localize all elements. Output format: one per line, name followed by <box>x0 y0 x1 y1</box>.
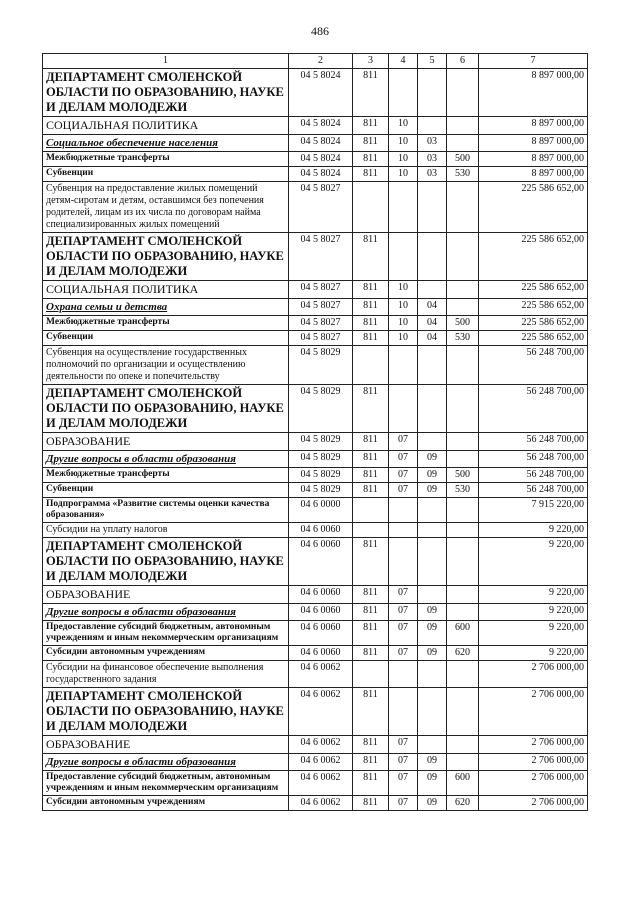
target-code: 04 5 8029 <box>289 346 353 385</box>
table-row <box>43 483 588 498</box>
amount: 9 220,00 <box>479 523 588 538</box>
amount: 8 897 000,00 <box>479 117 588 135</box>
subsection-code <box>418 233 447 281</box>
amount: 56 248 700,00 <box>479 468 588 483</box>
expense-type-code: 620 <box>447 646 479 661</box>
section-code: 07 <box>389 754 418 771</box>
section-code <box>389 688 418 736</box>
subsection-code: 04 <box>418 331 447 346</box>
subsection-code <box>418 523 447 538</box>
table-row <box>43 586 588 604</box>
section-code <box>389 182 418 233</box>
target-code: 04 6 0000 <box>289 498 353 523</box>
section-code <box>389 346 418 385</box>
amount: 8 897 000,00 <box>479 167 588 182</box>
expense-type-code <box>447 299 479 316</box>
expense-type-code <box>447 498 479 523</box>
section-code: 07 <box>389 736 418 754</box>
section-code: 10 <box>389 135 418 152</box>
target-code: 04 5 8027 <box>289 331 353 346</box>
ministry-code: 811 <box>353 604 389 621</box>
subsection-code <box>418 117 447 135</box>
target-code: 04 5 8024 <box>289 69 353 117</box>
row-name: ОБРАЗОВАНИЕ <box>43 433 289 451</box>
expense-type-code <box>447 346 479 385</box>
row-name: Субсидии автономным учреждениям <box>43 646 289 661</box>
subsection-code <box>418 433 447 451</box>
table-row <box>43 135 588 152</box>
subsection-code <box>418 736 447 754</box>
table-row <box>43 796 588 811</box>
row-name: Другие вопросы в области образования <box>43 754 289 771</box>
subsection-code: 09 <box>418 483 447 498</box>
column-header: 6 <box>447 54 479 69</box>
ministry-code: 811 <box>353 586 389 604</box>
subsection-code: 09 <box>418 451 447 468</box>
subsection-code: 03 <box>418 152 447 167</box>
target-code: 04 5 8027 <box>289 299 353 316</box>
target-code: 04 6 0060 <box>289 538 353 586</box>
row-name: Межбюджетные трансферты <box>43 316 289 331</box>
section-code <box>389 661 418 688</box>
column-header: 3 <box>353 54 389 69</box>
section-code: 07 <box>389 604 418 621</box>
section-code <box>389 498 418 523</box>
row-name: Предоставление субсидий бюджетным, автономным учреждениям и иным некоммерческим организациям <box>43 621 289 646</box>
expense-type-code <box>447 182 479 233</box>
section-code: 07 <box>389 621 418 646</box>
ministry-code: 811 <box>353 621 389 646</box>
row-name: ОБРАЗОВАНИЕ <box>43 736 289 754</box>
row-name: Субвенции <box>43 483 289 498</box>
budget-table <box>42 53 588 811</box>
target-code: 04 5 8024 <box>289 152 353 167</box>
ministry-code: 811 <box>353 483 389 498</box>
table-row <box>43 331 588 346</box>
amount: 2 706 000,00 <box>479 688 588 736</box>
section-code: 10 <box>389 299 418 316</box>
section-code: 07 <box>389 451 418 468</box>
row-name: Субсидии на финансовое обеспечение выполнения государственного задания <box>43 661 289 688</box>
expense-type-code <box>447 523 479 538</box>
subsection-code <box>418 69 447 117</box>
target-code: 04 6 0060 <box>289 621 353 646</box>
row-name: Подпрограмма «Развитие системы оценки качества образования» <box>43 498 289 523</box>
subsection-code: 04 <box>418 316 447 331</box>
expense-type-code: 620 <box>447 796 479 811</box>
amount: 9 220,00 <box>479 586 588 604</box>
amount: 2 706 000,00 <box>479 796 588 811</box>
subsection-code: 04 <box>418 299 447 316</box>
row-name: Субвенция на осуществление государственных полномочий по организации и осуществлению деятельности по опеке и попечительству <box>43 346 289 385</box>
target-code: 04 5 8024 <box>289 117 353 135</box>
table-row <box>43 281 588 299</box>
column-header-row <box>43 54 588 69</box>
target-code: 04 6 0062 <box>289 796 353 811</box>
ministry-code: 811 <box>353 771 389 796</box>
target-code: 04 5 8029 <box>289 385 353 433</box>
amount: 56 248 700,00 <box>479 483 588 498</box>
ministry-code: 811 <box>353 233 389 281</box>
target-code: 04 5 8027 <box>289 281 353 299</box>
target-code: 04 6 0062 <box>289 688 353 736</box>
table-row <box>43 646 588 661</box>
row-name: Субвенции <box>43 167 289 182</box>
amount: 9 220,00 <box>479 604 588 621</box>
section-code <box>389 538 418 586</box>
ministry-code: 811 <box>353 688 389 736</box>
amount: 2 706 000,00 <box>479 661 588 688</box>
target-code: 04 5 8029 <box>289 483 353 498</box>
ministry-code: 811 <box>353 331 389 346</box>
amount: 225 586 652,00 <box>479 316 588 331</box>
ministry-code: 811 <box>353 299 389 316</box>
section-code: 07 <box>389 771 418 796</box>
amount: 8 897 000,00 <box>479 69 588 117</box>
expense-type-code <box>447 135 479 152</box>
section-code: 07 <box>389 483 418 498</box>
expense-type-code <box>447 586 479 604</box>
row-name: ОБРАЗОВАНИЕ <box>43 586 289 604</box>
subsection-code <box>418 661 447 688</box>
expense-type-code: 500 <box>447 152 479 167</box>
row-name: СОЦИАЛЬНАЯ ПОЛИТИКА <box>43 281 289 299</box>
amount: 56 248 700,00 <box>479 346 588 385</box>
section-code: 07 <box>389 468 418 483</box>
table-row <box>43 498 588 523</box>
target-code: 04 5 8027 <box>289 182 353 233</box>
expense-type-code: 530 <box>447 167 479 182</box>
ministry-code <box>353 498 389 523</box>
row-name: Социальное обеспечение населения <box>43 135 289 152</box>
row-name: ДЕПАРТАМЕНТ СМОЛЕНСКОЙ ОБЛАСТИ ПО ОБРАЗОВАНИЮ, НАУКЕ И ДЕЛАМ МОЛОДЕЖИ <box>43 688 289 736</box>
row-name: ДЕПАРТАМЕНТ СМОЛЕНСКОЙ ОБЛАСТИ ПО ОБРАЗОВАНИЮ, НАУКЕ И ДЕЛАМ МОЛОДЕЖИ <box>43 233 289 281</box>
expense-type-code <box>447 661 479 688</box>
ministry-code: 811 <box>353 736 389 754</box>
target-code: 04 6 0062 <box>289 661 353 688</box>
subsection-code <box>418 385 447 433</box>
expense-type-code: 600 <box>447 771 479 796</box>
table-row <box>43 117 588 135</box>
row-name: Субвенции <box>43 331 289 346</box>
budget-table-body <box>43 54 588 811</box>
target-code: 04 6 0062 <box>289 736 353 754</box>
column-header: 5 <box>418 54 447 69</box>
target-code: 04 5 8029 <box>289 451 353 468</box>
target-code: 04 5 8024 <box>289 135 353 152</box>
column-header: 2 <box>289 54 353 69</box>
expense-type-code <box>447 117 479 135</box>
section-code: 10 <box>389 167 418 182</box>
table-row <box>43 152 588 167</box>
expense-type-code: 500 <box>447 316 479 331</box>
table-row <box>43 621 588 646</box>
amount: 2 706 000,00 <box>479 754 588 771</box>
row-name: Другие вопросы в области образования <box>43 604 289 621</box>
ministry-code: 811 <box>353 646 389 661</box>
amount: 7 915 220,00 <box>479 498 588 523</box>
expense-type-code <box>447 233 479 281</box>
amount: 225 586 652,00 <box>479 182 588 233</box>
section-code: 07 <box>389 433 418 451</box>
ministry-code: 811 <box>353 69 389 117</box>
row-name: Субсидии автономным учреждениям <box>43 796 289 811</box>
target-code: 04 6 0062 <box>289 771 353 796</box>
row-name: ДЕПАРТАМЕНТ СМОЛЕНСКОЙ ОБЛАСТИ ПО ОБРАЗОВАНИЮ, НАУКЕ И ДЕЛАМ МОЛОДЕЖИ <box>43 385 289 433</box>
expense-type-code: 530 <box>447 483 479 498</box>
table-row <box>43 736 588 754</box>
row-name: Межбюджетные трансферты <box>43 152 289 167</box>
subsection-code <box>418 346 447 385</box>
subsection-code <box>418 688 447 736</box>
table-row <box>43 604 588 621</box>
expense-type-code <box>447 281 479 299</box>
table-row <box>43 538 588 586</box>
subsection-code <box>418 538 447 586</box>
target-code: 04 5 8029 <box>289 433 353 451</box>
table-row <box>43 433 588 451</box>
target-code: 04 6 0060 <box>289 586 353 604</box>
ministry-code: 811 <box>353 281 389 299</box>
amount: 8 897 000,00 <box>479 135 588 152</box>
expense-type-code <box>447 688 479 736</box>
subsection-code: 09 <box>418 796 447 811</box>
ministry-code <box>353 523 389 538</box>
column-header: 1 <box>43 54 289 69</box>
row-name: Субсидии на уплату налогов <box>43 523 289 538</box>
expense-type-code <box>447 604 479 621</box>
section-code: 10 <box>389 117 418 135</box>
section-code <box>389 69 418 117</box>
table-row <box>43 468 588 483</box>
ministry-code: 811 <box>353 152 389 167</box>
target-code: 04 5 8029 <box>289 468 353 483</box>
ministry-code: 811 <box>353 117 389 135</box>
section-code: 07 <box>389 796 418 811</box>
page-number: 486 <box>311 24 329 38</box>
row-name: Предоставление субсидий бюджетным, автономным учреждениям и иным некоммерческим организациям <box>43 771 289 796</box>
amount: 8 897 000,00 <box>479 152 588 167</box>
ministry-code: 811 <box>353 754 389 771</box>
subsection-code: 09 <box>418 604 447 621</box>
expense-type-code: 530 <box>447 331 479 346</box>
table-row <box>43 69 588 117</box>
section-code: 10 <box>389 316 418 331</box>
ministry-code: 811 <box>353 385 389 433</box>
ministry-code: 811 <box>353 433 389 451</box>
amount: 9 220,00 <box>479 646 588 661</box>
column-header: 7 <box>479 54 588 69</box>
ministry-code: 811 <box>353 796 389 811</box>
expense-type-code <box>447 754 479 771</box>
target-code: 04 5 8027 <box>289 316 353 331</box>
target-code: 04 5 8027 <box>289 233 353 281</box>
subsection-code: 09 <box>418 754 447 771</box>
table-row <box>43 688 588 736</box>
table-row <box>43 316 588 331</box>
subsection-code <box>418 182 447 233</box>
subsection-code: 09 <box>418 621 447 646</box>
row-name: ДЕПАРТАМЕНТ СМОЛЕНСКОЙ ОБЛАСТИ ПО ОБРАЗОВАНИЮ, НАУКЕ И ДЕЛАМ МОЛОДЕЖИ <box>43 538 289 586</box>
expense-type-code <box>447 451 479 468</box>
section-code <box>389 233 418 281</box>
table-row <box>43 771 588 796</box>
section-code <box>389 523 418 538</box>
row-name: Другие вопросы в области образования <box>43 451 289 468</box>
amount: 225 586 652,00 <box>479 233 588 281</box>
row-name: ДЕПАРТАМЕНТ СМОЛЕНСКОЙ ОБЛАСТИ ПО ОБРАЗОВАНИЮ, НАУКЕ И ДЕЛАМ МОЛОДЕЖИ <box>43 69 289 117</box>
row-name: Межбюджетные трансферты <box>43 468 289 483</box>
ministry-code <box>353 182 389 233</box>
target-code: 04 5 8024 <box>289 167 353 182</box>
ministry-code: 811 <box>353 316 389 331</box>
table-row <box>43 385 588 433</box>
table-row <box>43 299 588 316</box>
amount: 2 706 000,00 <box>479 771 588 796</box>
target-code: 04 6 0060 <box>289 646 353 661</box>
ministry-code: 811 <box>353 538 389 586</box>
subsection-code: 03 <box>418 135 447 152</box>
subsection-code <box>418 281 447 299</box>
section-code <box>389 385 418 433</box>
amount: 9 220,00 <box>479 621 588 646</box>
table-row <box>43 661 588 688</box>
table-row <box>43 451 588 468</box>
subsection-code <box>418 586 447 604</box>
amount: 225 586 652,00 <box>479 281 588 299</box>
subsection-code: 03 <box>418 167 447 182</box>
subsection-code: 09 <box>418 646 447 661</box>
table-row <box>43 233 588 281</box>
expense-type-code <box>447 69 479 117</box>
row-name: СОЦИАЛЬНАЯ ПОЛИТИКА <box>43 117 289 135</box>
target-code: 04 6 0062 <box>289 754 353 771</box>
table-row <box>43 167 588 182</box>
subsection-code <box>418 498 447 523</box>
table-row <box>43 754 588 771</box>
expense-type-code <box>447 538 479 586</box>
expense-type-code: 600 <box>447 621 479 646</box>
amount: 56 248 700,00 <box>479 385 588 433</box>
ministry-code: 811 <box>353 468 389 483</box>
expense-type-code: 500 <box>447 468 479 483</box>
ministry-code: 811 <box>353 167 389 182</box>
expense-type-code <box>447 385 479 433</box>
ministry-code: 811 <box>353 135 389 152</box>
ministry-code <box>353 661 389 688</box>
target-code: 04 6 0060 <box>289 604 353 621</box>
subsection-code: 09 <box>418 771 447 796</box>
expense-type-code <box>447 736 479 754</box>
ministry-code: 811 <box>353 451 389 468</box>
amount: 56 248 700,00 <box>479 451 588 468</box>
section-code: 07 <box>389 646 418 661</box>
amount: 9 220,00 <box>479 538 588 586</box>
ministry-code <box>353 346 389 385</box>
section-code: 10 <box>389 281 418 299</box>
amount: 56 248 700,00 <box>479 433 588 451</box>
amount: 225 586 652,00 <box>479 299 588 316</box>
row-name: Субвенция на предоставление жилых помещений детям-сиротам и детям, оставшимся без попечения родителей, лицам из их числа по договорам найма специализированных жилых помещений <box>43 182 289 233</box>
amount: 225 586 652,00 <box>479 331 588 346</box>
row-name: Охрана семьи и детства <box>43 299 289 316</box>
amount: 2 706 000,00 <box>479 736 588 754</box>
section-code: 10 <box>389 331 418 346</box>
table-row <box>43 346 588 385</box>
table-row <box>43 182 588 233</box>
table-row <box>43 523 588 538</box>
target-code: 04 6 0060 <box>289 523 353 538</box>
section-code: 10 <box>389 152 418 167</box>
subsection-code: 09 <box>418 468 447 483</box>
section-code: 07 <box>389 586 418 604</box>
column-header: 4 <box>389 54 418 69</box>
expense-type-code <box>447 433 479 451</box>
